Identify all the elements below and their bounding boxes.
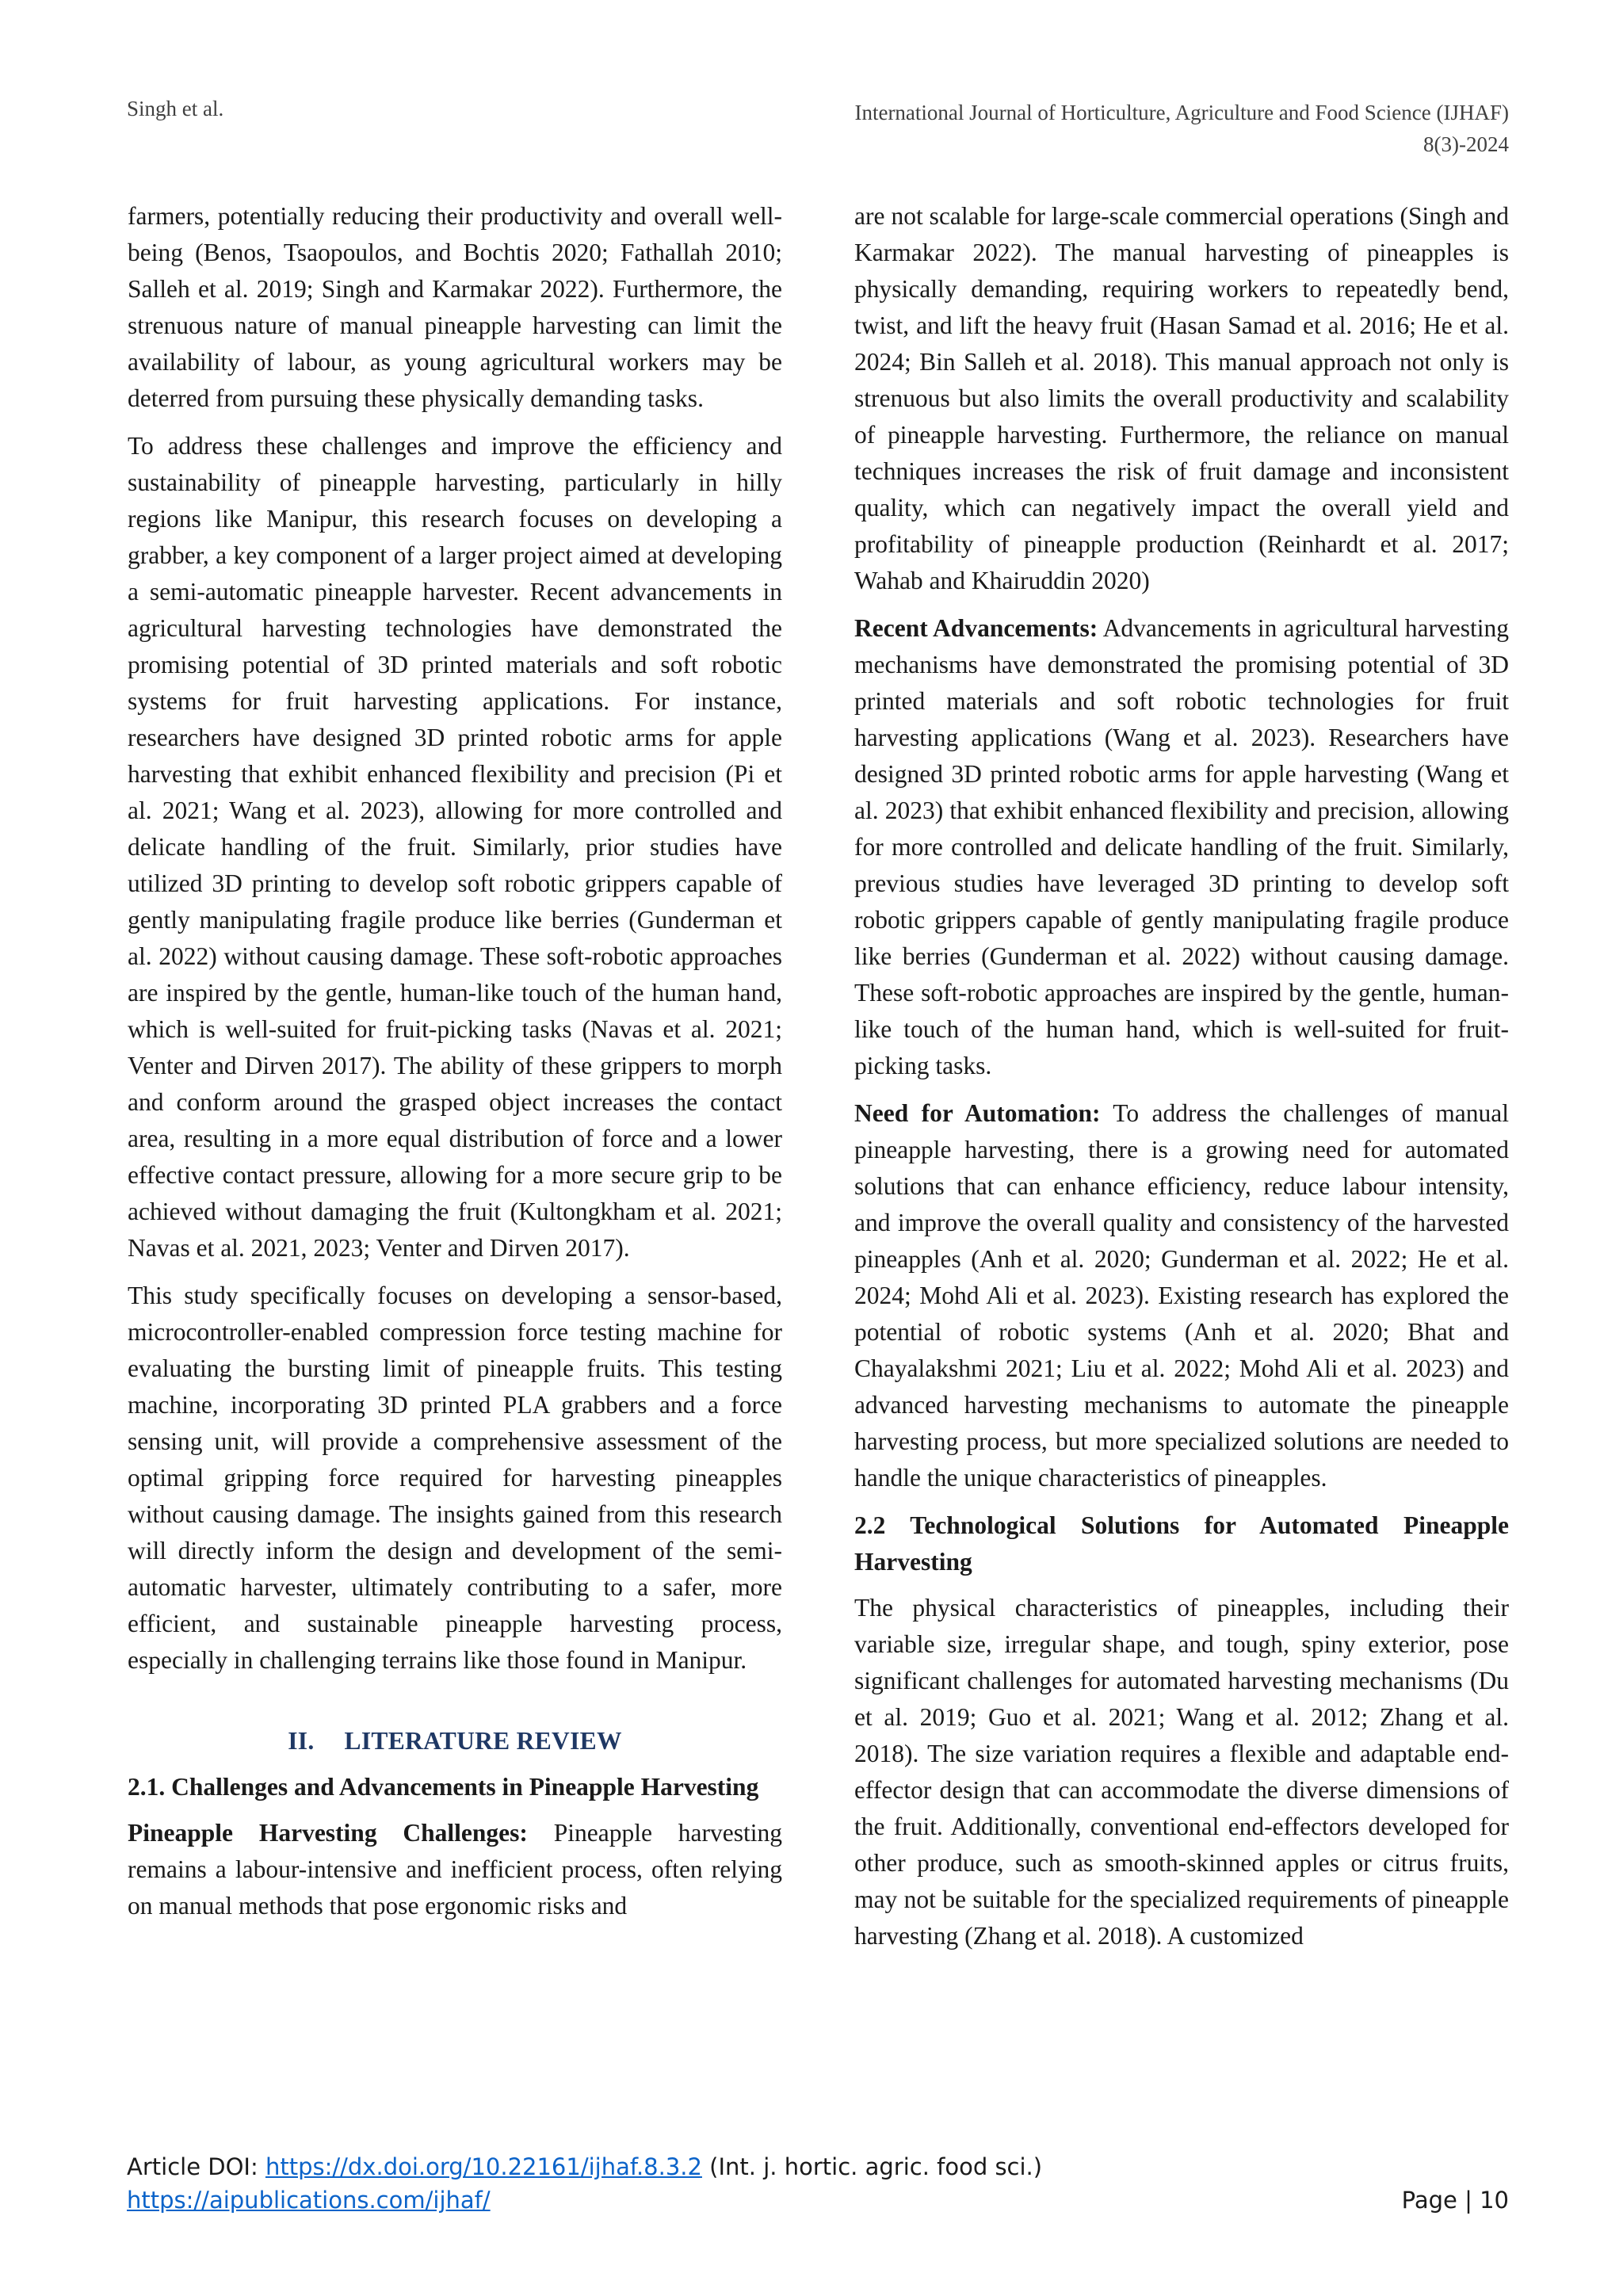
paragraph [128,1815,782,1924]
doi-link[interactable]: https://dx.doi.org/10.22161/ijhaf.8.3.2 [265,2153,702,2180]
paragraph [854,1095,1509,1496]
paragraph: farmers, potentially reducing their productivity and overall well-being (Benos, Tsaopoulos, and Bochtis 2020; Fathallah 2010; Salleh et al. 2019; Singh and Karmakar 2022). Furthermore, the strenuous nature of manual pineapple harvesting can limit the availability of labour, as young agricultural workers may be deterred from pursuing these physically demanding tasks. [128,202,782,412]
running-head-journal [558,97,1509,160]
paragraph-lead: Recent Advancements: [854,614,1098,642]
journal-abbrev: (Int. j. hortic. agric. food sci.) [701,2153,1043,2180]
section-number: II. [288,1727,315,1755]
section-heading [128,1723,782,1759]
site-line [127,2183,1509,2217]
paragraph: To address these challenges and improve the efficiency and sustainability of pineapple harvesting, particularly in hilly regions like Manipur, this research focuses on developing a grabber, a key component of a larger project aimed at developing a semi-automatic pineapple harvester. Recent advancements in agricultural harvesting technologies have demonstrated the promising potential of 3D printed materials and soft robotic systems for fruit harvesting applications. For instance, researchers have designed 3D printed robotic arms for apple harvesting that exhibit enhanced flexibility and precision (Pi et al. 2021; Wang et al. 2023), allowing for more controlled and delicate handling of the fruit. Similarly, prior studies have utilized 3D printing to develop soft robotic grippers capable of gently manipulating fragile produce like berries (Gunderman et al. 2022) without causing damage. These soft-robotic approaches are inspired by the gentle, human-like touch of the human hand, which is well-suited for fruit-picking tasks (Navas et al. 2021; Venter and Dirven 2017). The ability of these grippers to morph and conform around the grasped object increases the contact area, resulting in a more equal distribution of force and a lower effective contact pressure, allowing for a more secure grip to be achieved without damaging the fruit (Kultongkham et al. 2021; Navas et al. 2021, 2023; Venter and Dirven 2017). [128,432,782,1262]
paragraph-lead: Pineapple Harvesting Challenges: [128,1819,528,1847]
paragraph: This study specifically focuses on developing a sensor-based, microcontroller-enabled compression force testing machine for evaluating the bursting limit of pineapple fruits. This testing machine, incorporating 3D printed PLA grabbers and a force sensing unit, will provide a comprehensive assessment of the optimal gripping force required for harvesting pineapples without causing damage. The insights gained from this research will directly inform the design and development of the semi-automatic harvester, ultimately contributing to a safer, more efficient, and sustainable pineapple harvesting process, especially in challenging terrains like those found in Manipur. [128,1282,782,1674]
paragraph: The physical characteristics of pineapples, including their variable size, irregular shape, and tough, spiny exterior, pose significant challenges for automated harvesting mechanisms (Du et al. 2019; Guo et al. 2021; Wang et al. 2012; Zhang et al. 2018). The size variation requires a flexible and adaptable end-effector design that can accommodate the diverse dimensions of the fruit. Additionally, conventional end-effectors developed for other produce, such as smooth-skinned apples or citrus fruits, may not be suitable for the specialized requirements of pineapple harvesting (Zhang et al. 2018). A customized [854,1594,1509,1950]
journal-site-link[interactable]: https://aipublications.com/ijhaf/ [127,2187,491,2214]
right-column [854,198,1509,1966]
journal-title: International Journal of Horticulture, Agriculture and Food Science (IJHAF) [854,101,1509,124]
doi-line [127,2150,1509,2183]
paragraph-body: Pineapple harvesting remains a labour-intensive and inefficient process, often relying on manual methods that pose ergonomic risks and [128,1819,782,1920]
section-title: LITERATURE REVIEW [344,1727,622,1755]
subsection-heading: 2.2 Technological Solutions for Automated Pineapple Harvesting [854,1511,1509,1576]
running-head-authors: Singh et al. [127,97,224,120]
paragraph [854,610,1509,1084]
paragraph-body: Advancements in agricultural harvesting mechanisms have demonstrated the promising potential of 3D printed materials and soft robotic technologies for fruit harvesting applications (Wang et al. 2023). Researchers have designed 3D printed robotic arms for apple harvesting (Wang et al. 2023) that exhibit enhanced flexibility and precision, allowing for more controlled and delicate handling of the fruit. Similarly, previous studies have leveraged 3D printing to develop soft robotic grippers capable of gently manipulating fragile produce like berries (Gunderman et al. 2022) without causing damage. These soft-robotic approaches are inspired by the gentle, human-like touch of the human hand, which is well-suited for fruit-picking tasks. [854,614,1509,1079]
paragraph: are not scalable for large-scale commercial operations (Singh and Karmakar 2022). The manual harvesting of pineapples is physically demanding, requiring workers to repeatedly bend, twist, and lift the heavy fruit (Hasan Samad et al. 2016; He et al. 2024; Bin Salleh et al. 2018). This manual approach not only is strenuous but also limits the overall productivity and scalability of pineapple harvesting. Furthermore, the reliance on manual techniques increases the risk of fruit damage and inconsistent quality, which can negatively impact the overall yield and profitability of pineapple production (Reinhardt et al. 2017; Wahab and Khairuddin 2020) [854,202,1509,594]
doi-label: Article DOI: [127,2153,265,2180]
left-column [128,198,782,1935]
subsection-heading: 2.1. Challenges and Advancements in Pineapple Harvesting [128,1773,759,1801]
page-number: Page | 10 [1401,2187,1509,2214]
paragraph-body: To address the challenges of manual pineapple harvesting, there is a growing need for automated solutions that can enhance efficiency, reduce labour intensity, and improve the overall quality and consistency of the harvested pineapples (Anh et al. 2020; Gunderman et al. 2022; He et al. 2024; Mohd Ali et al. 2023). Existing research has explored the potential of robotic systems (Anh et al. 2020; Bhat and Chayalakshmi 2021; Liu et al. 2022; Mohd Ali et al. 2023) and advanced harvesting mechanisms to automate the pineapple harvesting process, but more specialized solutions are needed to handle the unique characteristics of pineapples. [854,1099,1509,1492]
paragraph-lead: Need for Automation: [854,1099,1101,1127]
journal-issue: 8(3)-2024 [1423,132,1509,156]
page-footer [127,2150,1509,2217]
